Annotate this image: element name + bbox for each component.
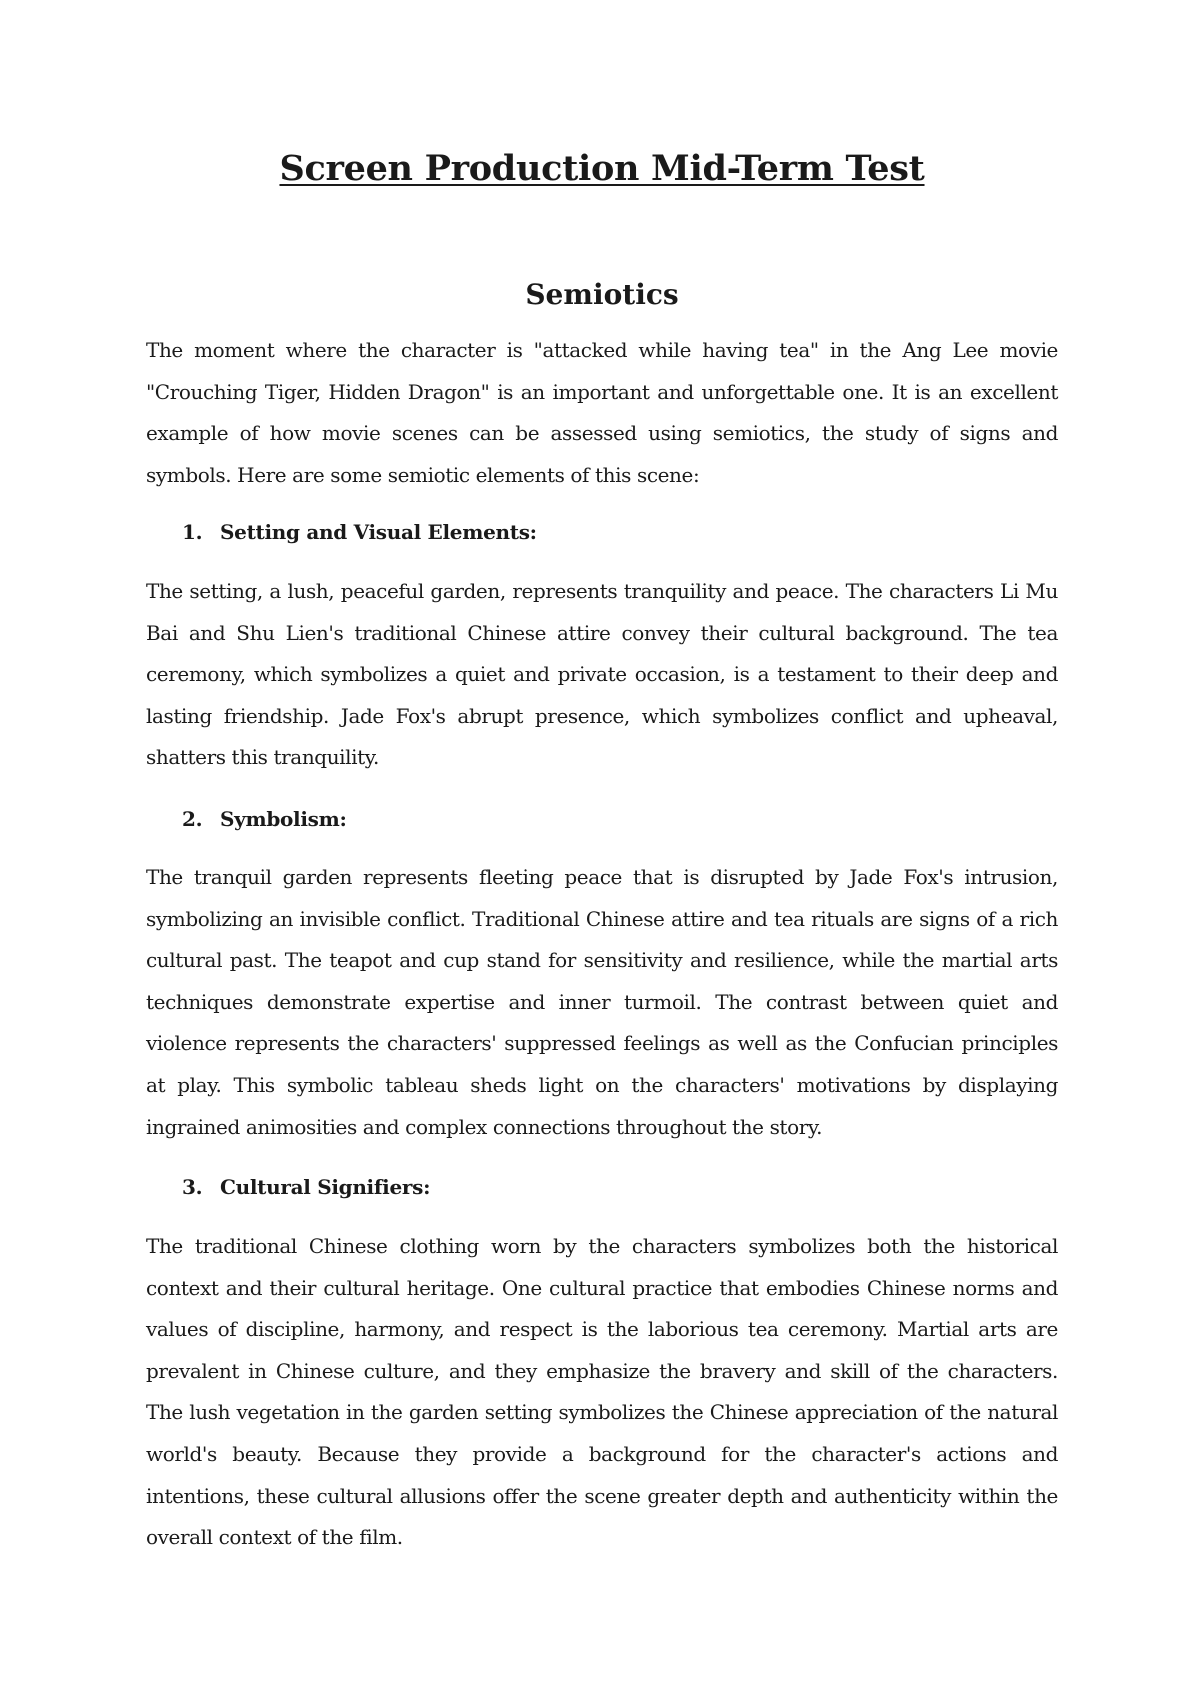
- item-heading-setting: [182, 520, 537, 544]
- item-number: 3.: [182, 1175, 203, 1199]
- item-heading-text: Cultural Signifiers:: [220, 1175, 431, 1199]
- item-number: 1.: [182, 520, 203, 544]
- document-title: Screen Production Mid-Term Test: [279, 148, 925, 189]
- item-body-symbolism: The tranquil garden represents fleeting peace that is disrupted by Jade Fox's intrusion, symbolizing an invisible conflict. Traditional Chinese attire and tea rituals are signs of a rich cultural past. The teapot and cup stand for sensitivity and resilience, while the martial arts techniques demonstrate expertise and inner turmoil. The contrast between quiet and violence represents the characters' suppressed feelings as well as the Confucian principles at play. This symbolic tableau sheds light on the characters' motivations by displaying ingrained animosities and complex connections throughout the story.: [146, 865, 1058, 1139]
- item-number: 2.: [182, 807, 203, 831]
- item-heading-text: Setting and Visual Elements:: [220, 520, 537, 544]
- item-heading-symbolism: [182, 807, 347, 831]
- item-heading-cultural-signifiers: [182, 1175, 430, 1199]
- item-heading-text: Symbolism:: [220, 807, 347, 831]
- section-heading-semiotics: Semiotics: [525, 278, 679, 311]
- intro-paragraph: The moment where the character is "attacked while having tea" in the Ang Lee movie "Crouching Tiger, Hidden Dragon" is an important and unforgettable one. It is an excellent example of how movie scenes can be assessed using semiotics, the study of signs and symbols. Here are some semiotic elements of this scene:: [146, 338, 1058, 487]
- item-body-setting: The setting, a lush, peaceful garden, represents tranquility and peace. The characters Li Mu Bai and Shu Lien's traditional Chinese attire convey their cultural background. The tea ceremony, which symbolizes a quiet and private occasion, is a testament to their deep and lasting friendship. Jade Fox's abrupt presence, which symbolizes conflict and upheaval, shatters this tranquility.: [146, 579, 1058, 770]
- document-page: [146, 0, 1058, 1698]
- item-body-cultural-signifiers: The traditional Chinese clothing worn by the characters symbolizes both the historical context and their cultural heritage. One cultural practice that embodies Chinese norms and values of discipline, harmony, and respect is the laborious tea ceremony. Martial arts are prevalent in Chinese culture, and they emphasize the bravery and skill of the characters. The lush vegetation in the garden setting symbolizes the Chinese appreciation of the natural world's beauty. Because they provide a background for the character's actions and intentions, these cultural allusions offer the scene greater depth and authenticity within the overall context of the film.: [146, 1234, 1058, 1550]
